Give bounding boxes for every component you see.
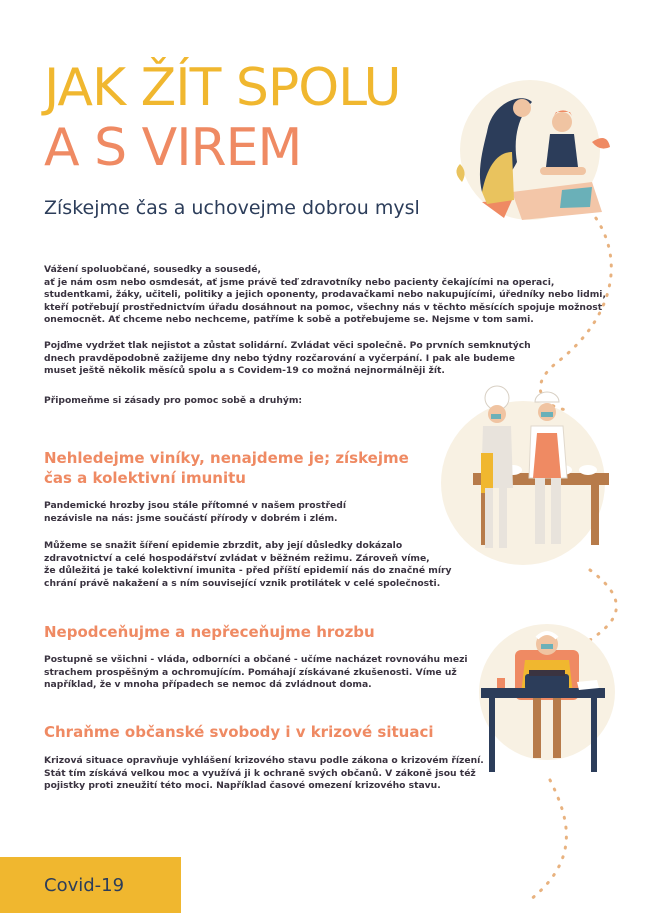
bakers-illustration: [433, 378, 609, 568]
title-line-2: A S VIREM: [44, 118, 302, 178]
family-playing-illustration: [442, 72, 618, 222]
badge-label: Covid-19: [44, 875, 125, 896]
intro-paragraph-2: Pojďme vydržet tlak nejistot a zůstat solidární. Zvládat věci společně. Po prvních semknutých dnech pravděpodobně zažijeme dny nebo týdny rozčarování a vyčerpání. I pak ale budeme muset ještě několik měsíců spolu a s Covidem-19 co možná nejnormálněji žít.: [44, 340, 531, 377]
covid-badge: [0, 857, 181, 913]
section-2-paragraph-1: Postupně se všichni - vláda, odborníci a občané - učíme nacházet rovnováhu mezi strachem prospěšným a ochromujícím. Pomáhají získávané zkušenosti. Víme už například, že v mnoha případech se nemoc dá zvládnout doma.: [44, 654, 468, 691]
section-1-paragraph-1: Pandemické hrozby jsou stále přítomné v našem prostředí nezávisle na nás: jsme součástí přírody v dobrém i zlém.: [44, 500, 346, 524]
section-2-heading: Nepodceňujme a nepřeceňujme hrozbu: [44, 623, 375, 641]
section-3-heading: Chraňme občanské svobody i v krizové situaci: [44, 723, 434, 741]
intro-paragraph: Vážení spoluobčané, sousedky a sousedé, ať je nám osm nebo osmdesát, ať jsme právě teď zdravotníky nebo pacienty čekajícími na operaci, studentkami, žáky, učiteli, politiky a jejich oponenty, prodavačkami nebo nakupujícími, úředníky nebo lidmi, kteří potřebují prostřednictvím úřadu dosáhnout na pomoc, všechny nás v těchto měsících spojuje možnost onemocnět. Ať chceme nebo nechceme, patříme k sobě a potřebujeme se. Nejsme v tom sami.: [44, 264, 606, 326]
section-1-paragraph-2: Můžeme se snažit šíření epidemie zbrzdit, aby její důsledky dokázalo zdravotnictví a celé hospodářství zvládat v běžném režimu. Zároveň víme, že důležitá je také kolektivní imunita - před příští epidemií nás do značné míry chrání právě nakažení a s ním související vznik protilátek v celé společnosti.: [44, 540, 452, 589]
subtitle: Získejme čas a uchovejme dobrou mysl: [44, 197, 420, 219]
intro-paragraph-3: Připomeňme si zásady pro pomoc sobě a druhým:: [44, 395, 303, 406]
section-1-heading: Nehledejme viníky, nenajdeme je; získejme čas a kolektivní imunitu: [44, 449, 409, 487]
title-line-1: JAK ŽÍT SPOLU: [44, 58, 401, 118]
elderly-man-typewriter-illustration: [467, 622, 617, 782]
section-3-paragraph-1: Krizová situace opravňuje vyhlášení krizového stavu podle zákona o krizovém řízení. Stát tím získává velkou moc a využívá ji k ochraně svých občanů. V zákoně jsou též pojistky proti zneužití této moci. Například časové omezení krizového stavu.: [44, 755, 484, 792]
